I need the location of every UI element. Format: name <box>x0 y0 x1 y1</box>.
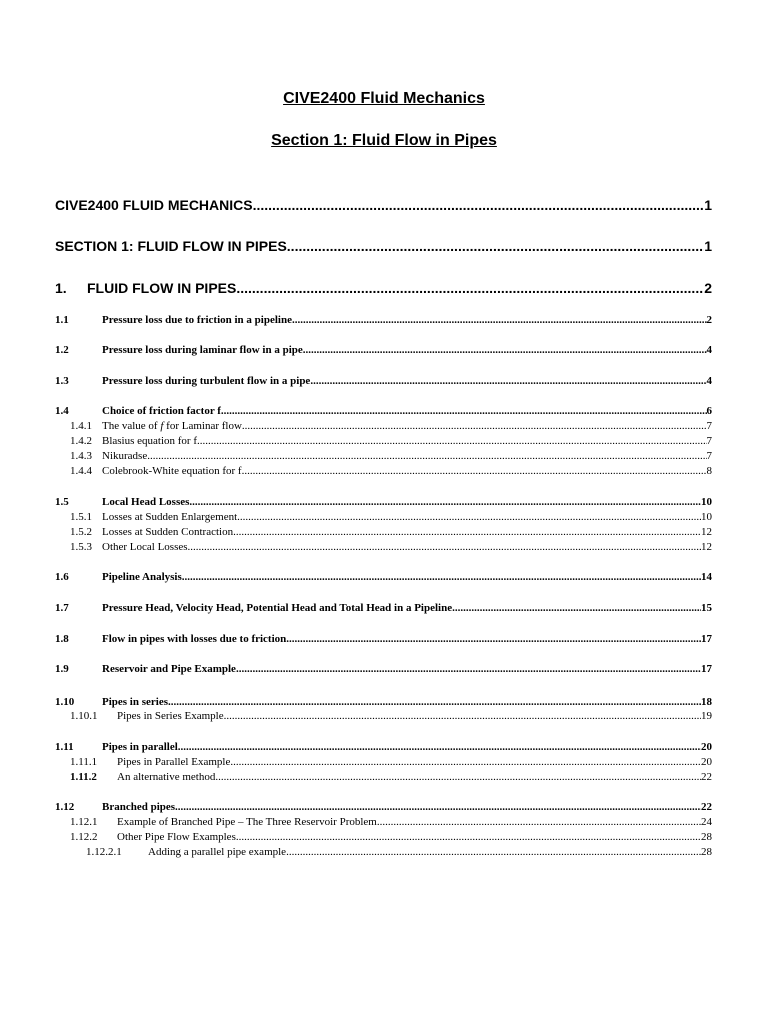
toc-leader-dots <box>236 663 701 675</box>
toc-entry[interactable] <box>55 405 712 417</box>
toc-entry[interactable] <box>55 710 712 722</box>
toc-entry[interactable] <box>55 846 712 858</box>
toc-entry-number: 1.2 <box>55 344 69 356</box>
toc-entry[interactable] <box>55 280 712 296</box>
toc-entry-page: 17 <box>701 633 712 645</box>
toc-entry-page: 28 <box>701 846 712 858</box>
toc-entry-label: Pressure loss during laminar flow in a pipe <box>102 344 303 356</box>
toc-entry-page: 17 <box>701 663 712 675</box>
toc-entry-label: Reservoir and Pipe Example <box>102 663 236 675</box>
toc-entry[interactable] <box>55 801 712 813</box>
toc-entry-number: 1.5.3 <box>70 541 92 553</box>
toc-entry[interactable] <box>55 496 712 508</box>
toc-entry-label: Choice of friction factor f <box>102 405 221 417</box>
toc-entry[interactable] <box>55 344 712 356</box>
toc-entry-label: Losses at Sudden Enlargement <box>102 511 238 523</box>
toc-entry[interactable] <box>55 526 712 538</box>
toc-leader-dots <box>286 846 701 858</box>
toc-entry[interactable] <box>55 816 712 828</box>
toc-entry-page: 22 <box>701 801 712 813</box>
toc-entry-number: 1.6 <box>55 571 69 583</box>
toc-entry-label: An alternative method <box>117 771 216 783</box>
toc-entry-number: 1.11.2 <box>70 771 97 783</box>
toc-entry-page: 7 <box>706 420 712 432</box>
toc-entry-number: 1.12 <box>55 801 75 813</box>
toc-entry-number: 1.5 <box>55 496 69 508</box>
toc-entry-number: 1.10 <box>55 696 75 708</box>
toc-leader-dots <box>189 496 701 508</box>
toc-entry[interactable] <box>55 435 712 447</box>
toc-entry-label: Other Local Losses <box>102 541 188 553</box>
toc-entry-number: 1.4.4 <box>70 465 92 477</box>
toc-leader-dots <box>168 696 701 708</box>
toc-entry-page: 28 <box>701 831 712 843</box>
toc-entry-label: Pressure loss due to friction in a pipeline. <box>102 314 295 326</box>
toc-entry[interactable] <box>55 633 712 645</box>
toc-entry-number: 1.10.1 <box>70 710 98 722</box>
toc-entry-number: 1.8 <box>55 633 69 645</box>
toc-entry-label: Flow in pipes with losses due to friction. <box>102 633 290 645</box>
toc-leader-dots <box>253 197 705 213</box>
toc-entry[interactable] <box>55 511 712 523</box>
toc-leader-dots <box>289 633 701 645</box>
toc-entry-label: The value of f for Laminar flow <box>102 420 242 432</box>
toc-entry-number: 1.3 <box>55 375 69 387</box>
toc-entry-page: 1 <box>704 197 712 213</box>
section-title: Section 1: Fluid Flow in Pipes <box>271 132 497 149</box>
toc-entry-number: 1.5.2 <box>70 526 92 538</box>
toc-entry-page: 24 <box>701 816 712 828</box>
toc-entry-number: 1.12.1 <box>70 816 98 828</box>
toc-leader-dots <box>237 511 701 523</box>
toc-entry[interactable] <box>55 602 712 614</box>
toc-entry-page: 22 <box>701 771 712 783</box>
toc-entry-number: 1. <box>55 280 67 296</box>
toc-entry-number: 1.7 <box>55 602 69 614</box>
toc-entry-label: Adding a parallel pipe example <box>148 846 287 858</box>
toc-entry-page: 12 <box>701 541 712 553</box>
toc-entry-page: 6 <box>706 405 712 417</box>
toc-leader-dots <box>236 831 701 843</box>
toc-leader-dots <box>224 710 701 722</box>
toc-leader-dots <box>242 465 707 477</box>
toc-entry-page: 2 <box>706 314 712 326</box>
toc-entry-label: Nikuradse <box>102 450 148 462</box>
toc-entry-label: Pipes in Parallel Example <box>117 756 231 768</box>
toc-leader-dots <box>310 375 706 387</box>
toc-entry-label: Blasius equation for f <box>102 435 198 447</box>
toc-leader-dots <box>215 771 701 783</box>
course-title: CIVE2400 Fluid Mechanics <box>283 90 485 107</box>
toc-entry[interactable] <box>55 741 712 753</box>
toc-entry[interactable] <box>55 771 712 783</box>
toc-entry-number: 1.9 <box>55 663 69 675</box>
toc-entry[interactable] <box>55 571 712 583</box>
toc-entry-label: FLUID FLOW IN PIPES <box>87 280 237 296</box>
toc-leader-dots <box>303 344 707 356</box>
toc-entry-page: 8 <box>706 465 712 477</box>
toc-leader-dots <box>452 602 701 614</box>
toc-entry-label: Local Head Losses <box>102 496 190 508</box>
toc-entry[interactable] <box>55 375 712 387</box>
toc-leader-dots <box>182 571 701 583</box>
toc-entry-number: 1.11.1 <box>70 756 98 768</box>
toc-entry-label: Pipes in Series Example <box>117 710 224 722</box>
toc-entry[interactable] <box>55 831 712 843</box>
toc-entry-label: Colebrook-White equation for f <box>102 465 242 477</box>
toc-entry-label: Pipes in series <box>102 696 168 708</box>
toc-entry-number: 1.4.1 <box>70 420 92 432</box>
toc-entry-label: Pipeline Analysis <box>102 571 182 583</box>
toc-leader-dots <box>233 526 701 538</box>
toc-entry-page: 14 <box>701 571 712 583</box>
toc-entry-label: Branched pipes <box>102 801 176 813</box>
toc-entry-page: 15 <box>701 602 712 614</box>
toc-leader-dots <box>236 280 704 296</box>
toc-leader-dots <box>175 801 701 813</box>
toc-leader-dots <box>188 541 701 553</box>
toc-entry[interactable] <box>55 696 712 708</box>
toc-entry-page: 4 <box>706 375 712 387</box>
toc-entry-page: 20 <box>701 741 712 753</box>
toc-leader-dots <box>178 741 701 753</box>
toc-entry-number: 1.12.2 <box>70 831 98 843</box>
toc-entry-number: 1.1 <box>55 314 69 326</box>
toc-leader-dots <box>147 450 706 462</box>
toc-entry-number: 1.11 <box>55 741 74 753</box>
toc-entry-page: 20 <box>701 756 712 768</box>
toc-entry-number: 1.4.3 <box>70 450 92 462</box>
toc-entry-page: 18 <box>701 696 712 708</box>
toc-entry[interactable] <box>55 663 712 675</box>
toc-entry-page: 10 <box>701 511 712 523</box>
toc-entry-label: Other Pipe Flow Examples <box>117 831 236 843</box>
toc-leader-dots <box>242 420 707 432</box>
toc-entry[interactable] <box>55 450 712 462</box>
toc-entry[interactable] <box>55 314 712 326</box>
toc-entry-label: Losses at Sudden Contraction <box>102 526 234 538</box>
toc-leader-dots <box>197 435 706 447</box>
toc-entry[interactable] <box>55 197 712 213</box>
toc-entry-label: CIVE2400 FLUID MECHANICS <box>55 197 253 213</box>
toc-entry-page: 7 <box>706 450 712 462</box>
toc-entry-number: 1.4.2 <box>70 435 92 447</box>
toc-entry-page: 4 <box>706 344 712 356</box>
toc-leader-dots <box>377 816 701 828</box>
toc-entry[interactable] <box>55 465 712 477</box>
toc-entry-label: Pressure loss during turbulent flow in a pipe <box>102 375 311 387</box>
toc-entry-page: 19 <box>701 710 712 722</box>
toc-entry-label: Example of Branched Pipe – The Three Reservoir Problem <box>117 816 377 828</box>
toc-leader-dots <box>221 405 707 417</box>
toc-entry-number: 1.12.2.1 <box>86 846 122 858</box>
toc-entry-page: 10 <box>701 496 712 508</box>
toc-leader-dots <box>295 314 707 326</box>
toc-entry[interactable] <box>55 420 712 432</box>
toc-entry-number: 1.4 <box>55 405 69 417</box>
toc-leader-dots <box>230 756 701 768</box>
toc-entry-page: 7 <box>706 435 712 447</box>
toc-entry-label: Pressure Head, Velocity Head, Potential Head and Total Head in a Pipeline <box>102 602 453 614</box>
toc-entry[interactable] <box>55 238 712 254</box>
toc-entry[interactable] <box>55 756 712 768</box>
toc-entry[interactable] <box>55 541 712 553</box>
toc-entry-number: 1.5.1 <box>70 511 92 523</box>
toc-leader-dots <box>287 238 704 254</box>
toc-entry-page: 1 <box>704 238 712 254</box>
toc-entry-label: SECTION 1: FLUID FLOW IN PIPES <box>55 238 287 254</box>
toc-entry-page: 2 <box>704 280 712 296</box>
toc-entry-label: Pipes in parallel <box>102 741 178 753</box>
toc-entry-page: 12 <box>701 526 712 538</box>
